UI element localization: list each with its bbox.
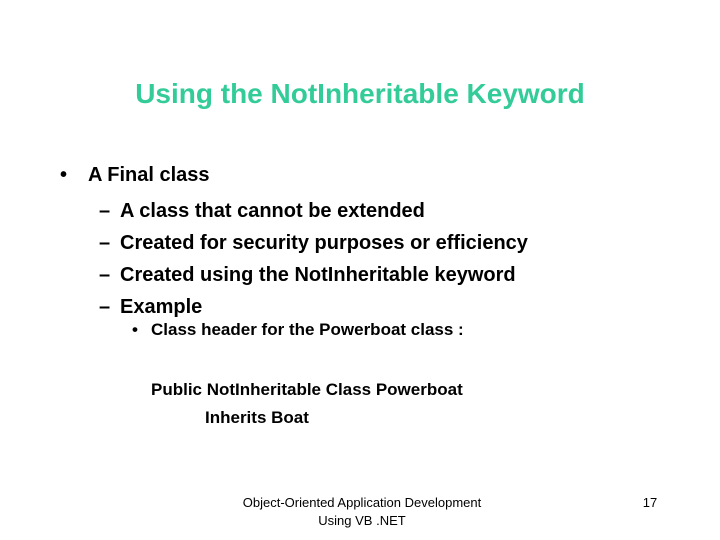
sub-item-text: A class that cannot be extended [120,200,425,222]
slide-footer [212,494,512,530]
sub-item-text: Created for security purposes or efficiency [120,232,528,254]
dash-icon: – [99,264,111,286]
sub-item [99,259,528,291]
code-line-class-header: Public NotInheritable Class Powerboat [151,380,463,399]
dash-icon: – [99,200,111,222]
bullet-dot-icon: • [60,164,68,186]
slide-title: Using the NotInheritable Keyword [135,78,585,109]
footer-line-2: Using VB .NET [318,513,406,528]
dash-icon: – [99,296,111,318]
sub-item-text: Created using the NotInheritable keyword [120,264,516,286]
footer-line-1: Object-Oriented Application Development [242,495,482,510]
sub-bullet-text: Class header for the Powerboat class : [151,320,464,339]
sub-item [99,195,528,227]
sub-item [99,227,528,259]
bullet-dot-icon: • [132,320,138,339]
code-line-inherits: Inherits Boat [205,408,309,427]
bullet-level-1 [60,162,210,188]
sub-bullet-list [99,195,528,323]
page-number: 17 [642,495,658,510]
bullet-text: A Final class [88,164,210,186]
dash-icon: – [99,232,111,254]
bullet-level-3 [132,318,464,342]
sub-item-text: Example [120,296,203,318]
